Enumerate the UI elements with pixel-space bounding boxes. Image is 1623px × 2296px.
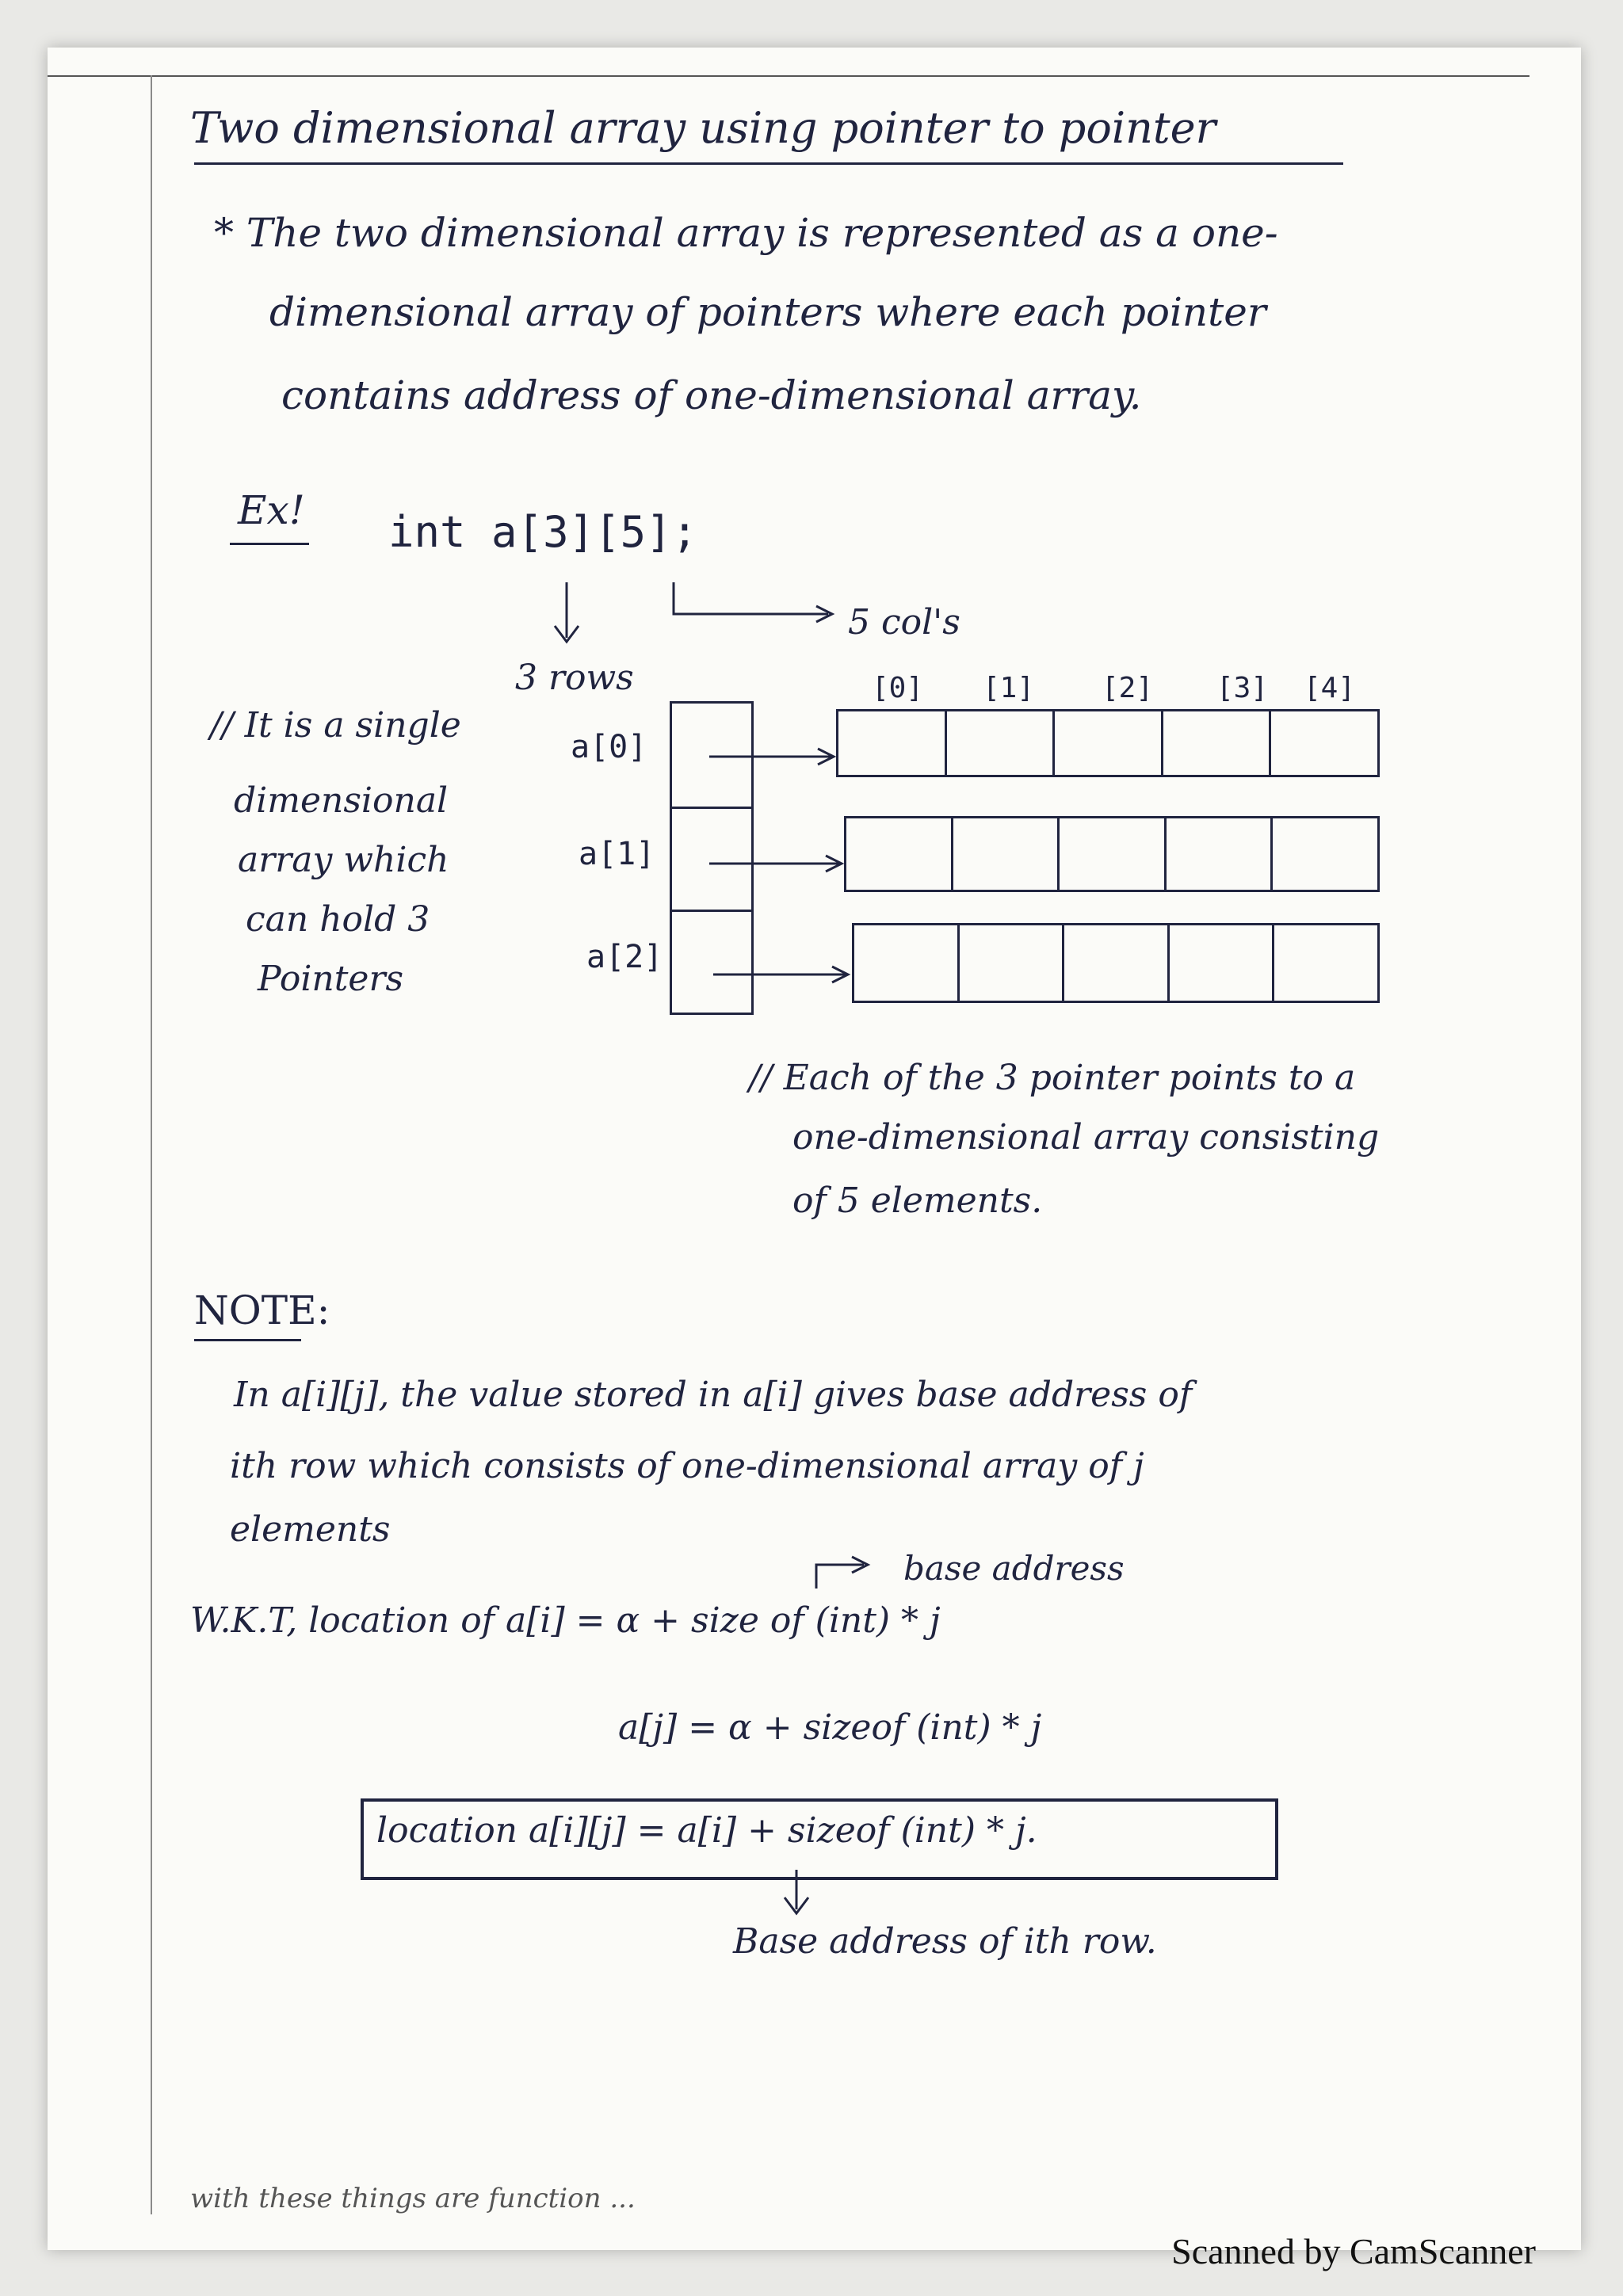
note-line-1: In a[i][j], the value stored in a[i] gives base address of bbox=[234, 1375, 1193, 1415]
side-note-line-2: dimensional bbox=[234, 780, 449, 821]
intro-line-2: dimensional array of pointers where each pointer bbox=[269, 289, 1266, 335]
col-index-2: [2] bbox=[1102, 672, 1154, 704]
formula-2: a[j] = α + sizeof (int) * j bbox=[618, 1707, 1042, 1748]
example-code: int a[3][5]; bbox=[388, 507, 698, 557]
rows-label: 3 rows bbox=[515, 658, 634, 698]
cols-label: 5 col's bbox=[848, 602, 960, 643]
side-note-line-1: // It is a single bbox=[210, 705, 461, 746]
note-heading: NOTE: bbox=[194, 1287, 330, 1333]
col-index-3: [3] bbox=[1216, 672, 1269, 704]
bottom-note-line-3: of 5 elements. bbox=[792, 1180, 1043, 1221]
base-address-label: base address bbox=[903, 1549, 1125, 1588]
cut-off-text: with these things are function ... bbox=[190, 2183, 636, 2214]
col-index-1: [1] bbox=[983, 672, 1035, 704]
bottom-note-line-2: one-dimensional array consisting bbox=[792, 1117, 1380, 1158]
scanner-watermark: Scanned by CamScanner bbox=[1171, 2231, 1536, 2271]
row-label-0: a[0] bbox=[571, 729, 647, 765]
intro-line-3: contains address of one-dimensional array. bbox=[281, 372, 1142, 418]
side-note-line-4: can hold 3 bbox=[246, 899, 430, 940]
col-index-0: [0] bbox=[872, 672, 924, 704]
example-label: Ex! bbox=[238, 487, 305, 533]
boxed-formula: location a[i][j] = a[i] + sizeof (int) * j. bbox=[376, 1810, 1037, 1851]
note-line-2: ith row which consists of one-dimensional array of j bbox=[230, 1446, 1144, 1486]
bottom-note-line-1: // Each of the 3 pointer points to a bbox=[749, 1058, 1356, 1098]
row-label-1: a[1] bbox=[579, 836, 655, 872]
base-row-note: Base address of ith row. bbox=[733, 1921, 1157, 1962]
page-title: Two dimensional array using pointer to pointer bbox=[190, 103, 1216, 153]
wkt-formula: W.K.T, location of a[i] = α + size of (int) * j bbox=[190, 1600, 941, 1641]
note-underline bbox=[194, 1339, 301, 1341]
intro-line-1: * The two dimensional array is represented as a one- bbox=[214, 210, 1278, 256]
row-label-2: a[2] bbox=[586, 939, 663, 975]
col-index-4: [4] bbox=[1304, 672, 1356, 704]
note-line-3: elements bbox=[230, 1509, 391, 1550]
side-note-line-5: Pointers bbox=[258, 959, 404, 999]
side-note-line-3: array which bbox=[238, 840, 449, 880]
